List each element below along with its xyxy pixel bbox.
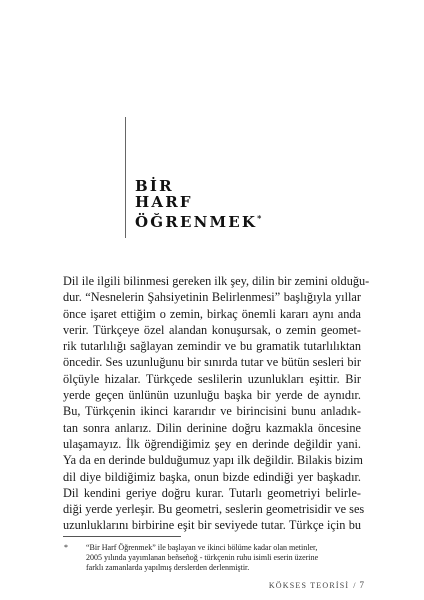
footnote-line: 2005 yılında yayımlanan beñseñoğ - türkçenin ruhu isimli eserin üzerine bbox=[86, 553, 319, 563]
body-line: dur. “Nesnelerin Şahsiyetinin Belirlenmesi” başlığıyla yıllar bbox=[63, 290, 361, 305]
body-line: Dil ile ilgili bilinmesi gereken ilk şey, dilin bir zemini olduğu- bbox=[63, 274, 370, 288]
body-line: rik tutarlılığı sağlayan zemindir ve bu gramatik tutarlılıktan bbox=[63, 339, 361, 354]
body-line: diği yerde yerleşir. Bu geometri, seslerin geometrisidir ve ses bbox=[63, 502, 365, 517]
body-line: verir. Türkçeye özel alandan konuşursak, o zemin geomet- bbox=[63, 322, 361, 337]
chapter-divider-line bbox=[125, 117, 126, 238]
footnote-mark: * bbox=[64, 543, 68, 552]
footnote-marker: * bbox=[257, 213, 262, 223]
body-line: uzunluklarını birbirine eşit bir seviyede tutar. Türkçe için bu bbox=[63, 518, 361, 533]
footnote-line: farklı zamanlarda yapılmış derslerden derlenmiştir. bbox=[86, 563, 250, 573]
body-line: Bu, Türkçenin ikinci kararıdır ve birincisini bunu anladık- bbox=[63, 404, 361, 419]
footnote bbox=[64, 543, 364, 574]
footer-separator: / bbox=[353, 581, 356, 590]
chapter-title bbox=[135, 178, 261, 230]
body-line: tan sonra anlarız. Dilin derinine doğru kazmakla öncesine bbox=[63, 420, 361, 435]
chapter-title-line-3 bbox=[135, 210, 261, 230]
body-line: Ya da en derinde bulduğumuz yapı ilk değildir. Bilakis bizim bbox=[63, 453, 363, 468]
running-footer bbox=[269, 580, 364, 590]
body-line: yerde geçen ünlünün uzunluğu başka bir yerde de aynıdır. bbox=[63, 388, 361, 403]
footnote-line: “Bir Harf Öğrenmek” ile başlayan ve ikinci bölüme kadar olan metinler, bbox=[86, 543, 318, 552]
chapter-title-line-2: HARF bbox=[135, 193, 193, 211]
chapter-title-line-1: BİR bbox=[135, 177, 174, 195]
footnote-rule bbox=[63, 536, 181, 537]
body-text bbox=[63, 273, 370, 534]
body-line: ölçüyle hizalar. Türkçede seslilerin uzunlukları eşittir. Bir bbox=[63, 371, 361, 386]
body-line: ulaşamayız. İlk öğrendiğimiz şey en derinde değildir yani. bbox=[63, 436, 361, 451]
body-line: öncedir. Ses uzunluğunu bir sınırda tutar ve bütün sesleri bir bbox=[63, 355, 361, 370]
footer-book-title: KÖKSES TEORİSİ bbox=[268, 581, 350, 590]
body-line: dil diye bildiğimiz başka, onun bizde edindiği yer başkadır. bbox=[63, 469, 361, 484]
body-line: önce işaret ettiğim o zemin, birkaç önemli kararı aynı anda bbox=[63, 306, 361, 321]
chapter-title-line-3-text: ÖĞRENMEK bbox=[135, 213, 258, 231]
page-number: 7 bbox=[359, 580, 364, 590]
body-line: Dil kendini geriye doğru kurar. Tutarlı geometriyi belirle- bbox=[63, 485, 361, 500]
